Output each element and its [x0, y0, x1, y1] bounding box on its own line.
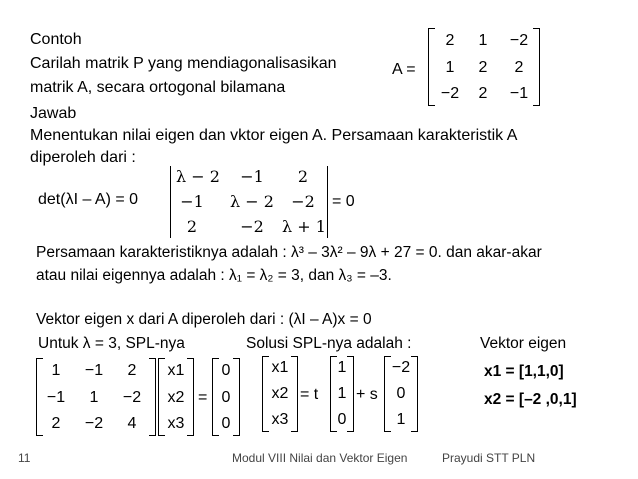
det-cell: −1: [240, 167, 264, 186]
solution-v2-vector: [384, 356, 418, 432]
det-cell: −2: [240, 217, 264, 236]
det-cell: 2: [186, 217, 198, 236]
spl-matrix-cell: 2: [51, 415, 61, 432]
spl-matrix-cell: 1: [51, 362, 61, 379]
spl-rhs-cell: 0: [221, 389, 231, 406]
spl-matrix-cell: 4: [127, 415, 137, 432]
det-cell: λ − 2: [230, 192, 274, 211]
spl-rhs-vector: [212, 358, 240, 436]
heading: Contoh: [30, 31, 82, 48]
det-cell: λ + 1: [282, 217, 326, 236]
solution-v2-cell: −2: [391, 359, 411, 376]
solution-x-cell: x1: [271, 359, 289, 376]
matrix-a-cell: 2: [445, 32, 455, 49]
matrix-a-cell: 2: [514, 59, 524, 76]
spl-matrix-cell: −2: [84, 415, 104, 432]
spl-matrix-cell: −1: [46, 389, 66, 406]
det-cell: 2: [297, 167, 309, 186]
matrix-a-cell: −2: [440, 85, 460, 102]
matrix-a-label: A =: [392, 61, 416, 78]
matrix-a-cell: −1: [509, 85, 529, 102]
spl-x-cell: x1: [167, 362, 185, 379]
eigenvector-x2: x2 = [–2 ,0,1]: [484, 391, 577, 408]
matrix-a-cell: 2: [478, 59, 488, 76]
page-number: 11: [18, 451, 31, 465]
spl-x-cell: x2: [167, 389, 185, 406]
matrix-a-cell: 1: [445, 59, 455, 76]
spl-matrix-cell: −2: [122, 389, 142, 406]
solution-equals-t: = t: [300, 386, 319, 403]
spl-matrix-cell: 2: [127, 362, 137, 379]
char-eq-line-2: atau nilai eigennya adalah : λ₁ = λ₂ = 3, dan λ₃ = –3.: [36, 267, 392, 284]
footer-author: Prayudi STT PLN: [442, 451, 536, 465]
det-equals-zero: = 0: [332, 193, 355, 210]
matrix-a-cell: 1: [478, 32, 488, 49]
solution-v1-cell: 1: [337, 359, 347, 376]
problem-line-1: Carilah matrik P yang mendiagonalisasikan: [30, 55, 337, 72]
intro-line-1: Menentukan nilai eigen dan vktor eigen A. Persamaan karakteristik A: [30, 127, 518, 144]
intro-line-2: diperoleh dari :: [30, 149, 136, 166]
spl-rhs-cell: 0: [221, 415, 231, 432]
spl-x-cell: x3: [167, 415, 185, 432]
det-cell: −2: [291, 192, 315, 211]
solution-v1-cell: 0: [337, 411, 347, 428]
matrix-a-cell: 2: [478, 85, 488, 102]
det-cell: −1: [180, 192, 204, 211]
spl-matrix-cell: 1: [89, 389, 99, 406]
spl-equals: =: [198, 389, 208, 406]
spl-matrix: [36, 358, 156, 436]
matrix-a: [428, 28, 540, 106]
solution-v2-cell: 1: [396, 411, 406, 428]
matrix-a-cell: −2: [509, 32, 529, 49]
eigenvector-x1: x1 = [1,1,0]: [484, 363, 564, 380]
det-matrix: [170, 166, 328, 238]
solusi-label: Solusi SPL-nya adalah :: [246, 335, 412, 352]
det-label: det(λI – A) = 0: [38, 191, 139, 208]
footer-module-title: Modul VIII Nilai dan Vektor Eigen: [232, 451, 408, 465]
solution-v1-vector: [330, 356, 354, 432]
jawab-label: Jawab: [30, 105, 77, 122]
untuk-label: Untuk λ = 3, SPL-nya: [38, 335, 185, 352]
solution-plus-s: + s: [356, 386, 378, 403]
spl-matrix-cell: −1: [84, 362, 104, 379]
vektor-eigen-label: Vektor eigen: [480, 335, 567, 352]
solution-x-cell: x3: [271, 411, 289, 428]
solution-x-cell: x2: [271, 385, 289, 402]
solution-x-vector: [262, 356, 298, 432]
solution-v1-cell: 1: [337, 385, 347, 402]
problem-line-2: matrik A, secara ortogonal bilamana: [30, 79, 286, 96]
eigenvector-definition: Vektor eigen x dari A diperoleh dari : (λI – A)x = 0: [36, 311, 372, 328]
char-eq-line-1: Persamaan karakteristiknya adalah : λ³ – 3λ² – 9λ + 27 = 0. dan akar-akar: [36, 244, 542, 261]
spl-rhs-cell: 0: [221, 362, 231, 379]
solution-v2-cell: 0: [396, 385, 406, 402]
spl-x-vector: [158, 358, 194, 436]
det-cell: λ − 2: [176, 167, 220, 186]
